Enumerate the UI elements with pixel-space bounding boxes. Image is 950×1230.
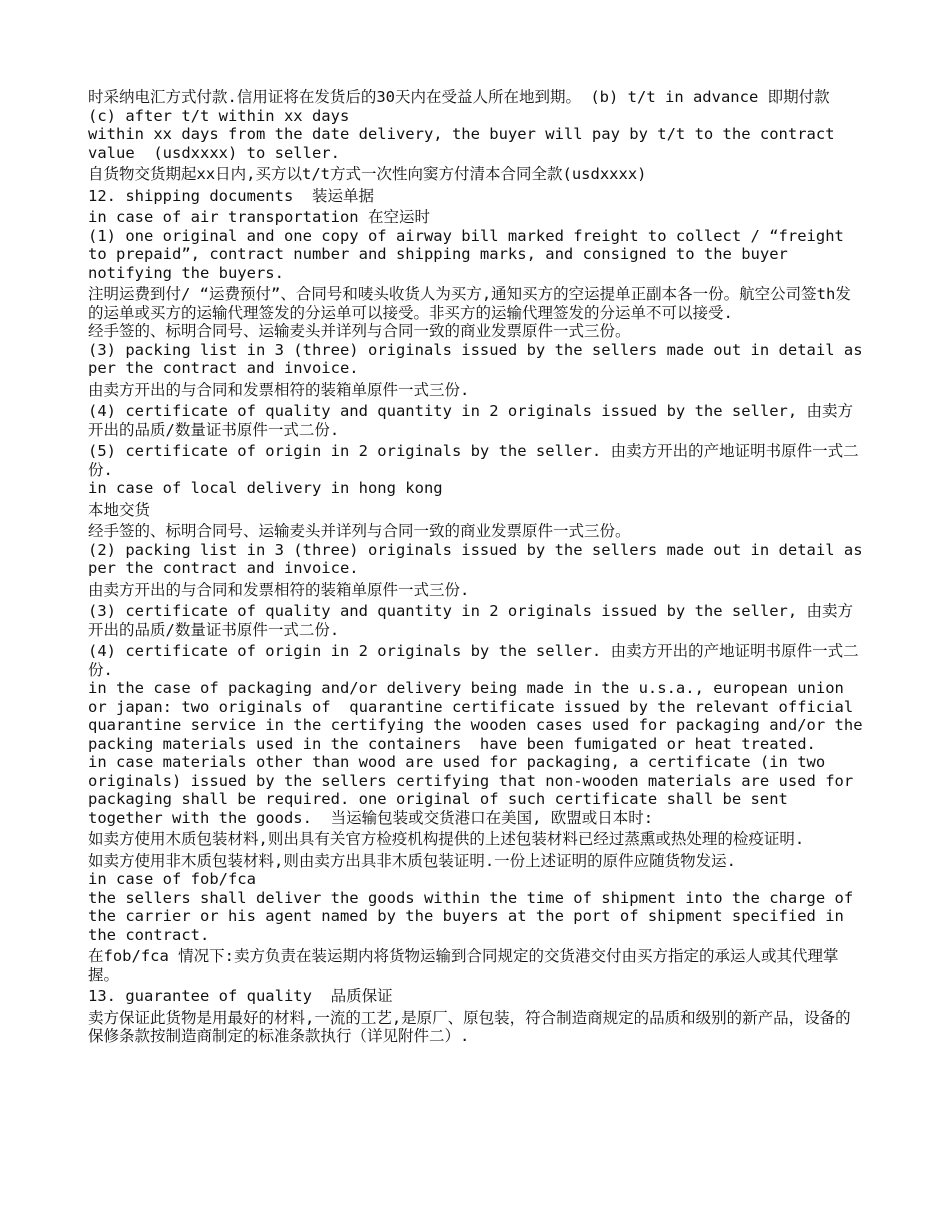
text-line-6: in case of air transportation 在空运时 [88,208,430,226]
text-line-7: (1) one original and one copy of airway bill marked freight to collect / “freight to prepaid”, contract number and shipping marks, and consigned to the buyer notifying the buyers. [88,226,854,282]
text-line-10: (3) packing list in 3 (three) originals issued by the sellers made out in detail as per the contract and invoice. [88,340,872,377]
text-line-20: (4) certificate of origin in 2 originals by the seller. 由卖方开出的产地证明书原件一式二份. [88,642,859,679]
text-line-15: 本地交货 [88,500,151,519]
text-line-3: within xx days from the date delivery, the buyer will pay by t/t to the contract value (usdxxxx) to seller. [88,125,844,162]
text-line-29: 卖方保证此货物是用最好的材料,一流的工艺,是原厂、原包装，符合制造商规定的品质和级别的新产品，设备的保修条款按制造商制定的标准条款执行（详见附件二）. [88,1008,851,1045]
section-heading-guarantee-of-quality: 13. guarantee of quality 品质保证 [88,987,393,1005]
text-line-2: (c) after t/t within xx days [88,106,350,125]
text-line-25: in case of fob/fca [88,870,256,888]
document-body [88,88,872,1046]
text-line-24: 如卖方使用非木质包装材料,则由卖方出具非木质包装证明.一份上述证明的原件应随货物发运. [88,851,736,870]
text-line-23: 如卖方使用木质包装材料,则出具有关官方检疫机构提供的上述包装材料已经过蒸熏或热处理的检疫证明. [88,830,805,848]
text-line-19: (3) certificate of quality and quantity in 2 originals issued by the seller, 由卖方开出的品质/数量证书原件一式二份. [88,602,854,639]
text-line-9: 经手签的、标明合同号、运输麦头并详列与合同一致的商业发票原件一式三份。 [88,322,631,340]
text-line-12: (4) certificate of quality and quantity in 2 originals issued by the seller, 由卖方开出的品质/数量证书原件一式二份. [88,402,854,439]
text-line-21: in the case of packaging and/or delivery being made in the u.s.a., european union or japan: two originals of quarantine certificate issued by the relevant official quarantine service in the certifying the wooden cases used for packaging and/or the packing materials used in the containers have been fumigated or heat treated. [88,679,872,753]
text-line-8: 注明运费到付/ “运费预付”、合同号和唛头收货人为买方,通知买方的空运提单正副本各一份。航空公司签th发的运单或买方的运输代理签发的分运单可以接受。非买方的运输代理签发的分运单不可以接受. [88,285,851,322]
text-line-17: (2) packing list in 3 (three) originals issued by the sellers made out in detail as per the contract and invoice. [88,540,872,577]
text-line-4: 自货物交货期起xx日内,买方以t/t方式一次性向窦方付清本合同全款(usdxxxx) [88,165,647,183]
text-line-1: 时采纳电汇方式付款.信用证将在发货后的30天内在受益人所在地到期。 (b) t/t in advance 即期付款 [88,88,830,106]
text-line-22: in case materials other than wood are used for packaging, a certificate (in two originals) issued by the sellers certifying that non-wooden materials are used for packaging shall be required. one original of such certificate shall be sent together with the goods. 当运输包装或交货港口在美国, 欧盟或日本时: [88,753,863,827]
text-line-14: in case of local delivery in hong kong [88,479,443,497]
text-line-11: 由卖方开出的与合同和发票相符的装箱单原件一式三份. [88,380,470,399]
text-line-13: (5) certificate of origin in 2 originals by the seller. 由卖方开出的产地证明书原件一式二份. [88,442,859,479]
section-heading-shipping-documents: 12. shipping documents 装运单据 [88,186,374,205]
text-line-16: 经手签的、标明合同号、运输麦头并详列与合同一致的商业发票原件一式三份。 [88,522,631,540]
text-line-27: 在fob/fca 情况下:卖方负责在装运期内将货物运输到合同规定的交货港交付由买方指定的承运人或其代理掌握。 [88,947,839,984]
text-line-26: the sellers shall deliver the goods within the time of shipment into the charge of the carrier or his agent named by the buyers at the port of shipment specified in the contract. [88,888,863,944]
text-line-18: 由卖方开出的与合同和发票相符的装箱单原件一式三份. [88,580,470,599]
